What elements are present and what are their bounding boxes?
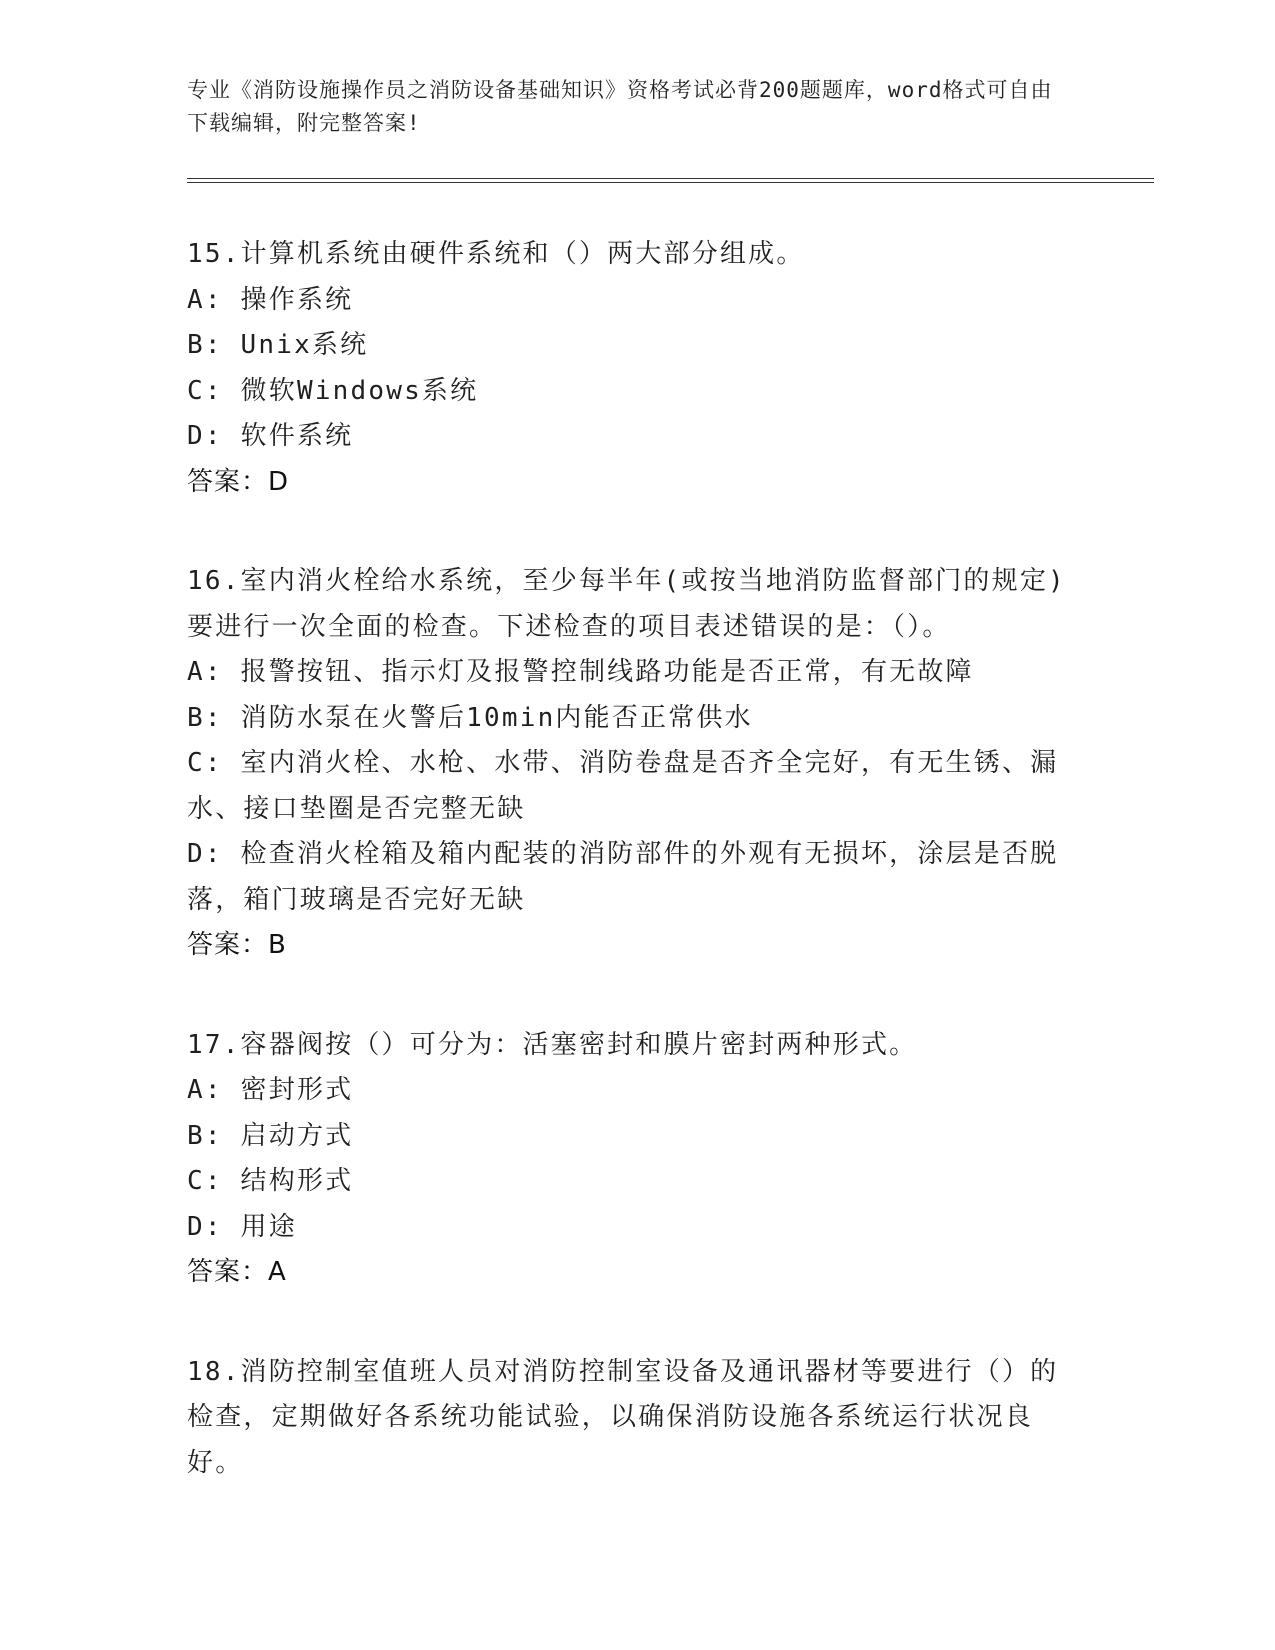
option-a: A: 操作系统 bbox=[187, 284, 354, 315]
answer-label: 答案：A bbox=[187, 1257, 287, 1287]
option-c: C: 微软Windows系统 bbox=[187, 375, 479, 406]
document-header: 专业《消防设施操作员之消防设备基础知识》资格考试必背200题题库，word格式可自由下载编辑，附完整答案! bbox=[187, 78, 1053, 135]
option-b: B: 消防水泵在火警后10min内能否正常供水 bbox=[187, 702, 753, 733]
question-stem: 18.消防控制室值班人员对消防控制室设备及通讯器材等要进行（）的检查，定期做好各系统功能试验，以确保消防设施各系统运行状况良好。 bbox=[187, 1356, 1059, 1478]
option-a: A: 报警按钮、指示灯及报警控制线路功能是否正常，有无故障 bbox=[187, 657, 974, 687]
question-17 bbox=[187, 1023, 1077, 1296]
option-b: B: Unix系统 bbox=[187, 330, 369, 360]
option-d: D: 软件系统 bbox=[187, 421, 354, 451]
header-divider bbox=[187, 178, 1154, 183]
question-stem: 15.计算机系统由硬件系统和（）两大部分组成。 bbox=[187, 239, 805, 269]
question-list bbox=[187, 232, 1077, 1540]
option-c: C: 结构形式 bbox=[187, 1166, 354, 1196]
answer-label: 答案：D bbox=[187, 466, 290, 497]
question-stem: 16.室内消火栓给水系统，至少每半年(或按当地消防监督部门的规定)要进行一次全面的检查。下述检查的项目表述错误的是：（）。 bbox=[187, 566, 1066, 642]
question-stem: 17.容器阀按（）可分为：活塞密封和膜片密封两种形式。 bbox=[187, 1029, 918, 1060]
option-d: D: 检查消火栓箱及箱内配装的消防部件的外观有无损坏，涂层是否脱落，箱门玻璃是否完好无缺 bbox=[187, 839, 1059, 915]
question-15 bbox=[187, 232, 1077, 505]
answer-label: 答案：B bbox=[187, 930, 287, 960]
option-a: A: 密封形式 bbox=[187, 1075, 354, 1105]
question-18 bbox=[187, 1350, 1077, 1487]
option-b: B: 启动方式 bbox=[187, 1120, 354, 1151]
question-16 bbox=[187, 559, 1077, 969]
option-c: C: 室内消火栓、水枪、水带、消防卷盘是否齐全完好，有无生锈、漏水、接口垫圈是否完整无缺 bbox=[187, 748, 1059, 824]
option-d: D: 用途 bbox=[187, 1211, 297, 1242]
